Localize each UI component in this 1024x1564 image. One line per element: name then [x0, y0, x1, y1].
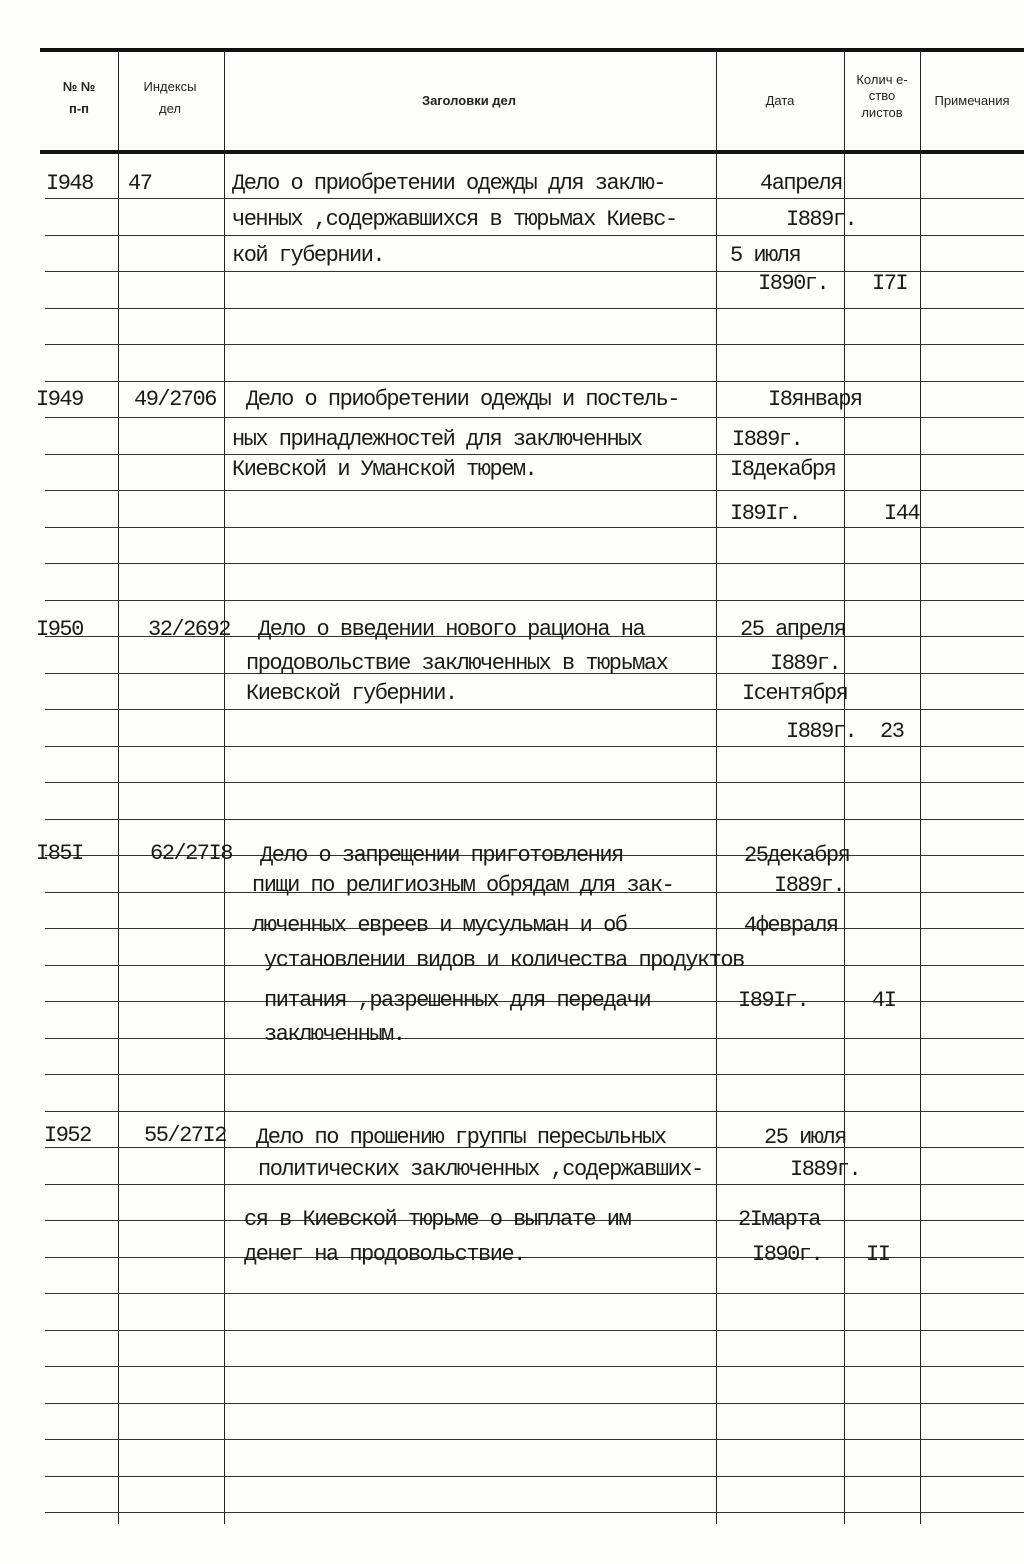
ruled-line	[45, 1403, 1024, 1404]
entry-title-line: установлении видов и количества продуктов	[264, 948, 744, 973]
ruled-line	[45, 1512, 1024, 1513]
entry-date-line: I889г.	[786, 207, 857, 232]
ruled-line	[45, 1038, 1024, 1039]
ruled-line	[45, 198, 1024, 199]
ruled-line	[45, 600, 1024, 601]
header-index-label: Индексы	[143, 79, 197, 94]
entry-sheet-count: 4I	[872, 988, 896, 1013]
entry-title-line: политических заключенных ,содержавших-	[258, 1157, 703, 1182]
entry-date-line: 25 июля	[764, 1125, 846, 1150]
entry-title-line: Дело о приобретении одежды и постель-	[246, 387, 679, 412]
header-date: Дата	[765, 93, 795, 108]
header-count-line: ство	[868, 88, 896, 104]
entry-number: I85I	[36, 841, 83, 866]
entry-title-line: продовольствие заключенных в тюрьмах	[246, 651, 668, 676]
header-title: Заголовки дел	[421, 93, 517, 108]
ruled-line	[45, 235, 1024, 236]
ruled-line	[45, 381, 1024, 382]
entry-date-line: I889г.	[790, 1157, 861, 1182]
entry-index: 49/2706	[134, 387, 216, 412]
entry-index: 47	[128, 171, 152, 196]
entry-title-line: денег на продовольствие.	[244, 1242, 525, 1267]
entry-title-line: ных принадлежностей для заключенных	[232, 427, 642, 452]
entry-sheet-count: II	[866, 1242, 890, 1267]
ruled-line	[45, 1330, 1024, 1331]
entry-date-line: I8января	[768, 387, 862, 412]
ruled-line	[45, 344, 1024, 345]
entry-date-line: I889г.	[732, 427, 803, 452]
entry-date-line: I89Iг.	[730, 501, 801, 526]
entry-date-line: 4апреля	[760, 171, 842, 196]
entry-number: I948	[46, 171, 93, 196]
entry-title-line: люченных евреев и мусульман и об	[252, 913, 627, 938]
header-count-line: Колич е-	[856, 72, 908, 87]
ruled-line	[45, 1184, 1024, 1185]
entry-date-line: 25 апреля	[740, 617, 846, 642]
entry-sheet-count: 23	[880, 719, 904, 744]
ruled-line	[45, 1366, 1024, 1367]
entry-number: I952	[44, 1123, 91, 1148]
entry-date-line: 4февраля	[744, 913, 838, 938]
ruled-line	[45, 417, 1024, 418]
entry-date-line: I889г.	[774, 873, 845, 898]
entry-title-line: кой губернии.	[232, 243, 385, 268]
entry-title-line: Дело о запрещении приготовления	[260, 843, 623, 868]
ruled-line	[45, 1074, 1024, 1075]
entry-title-line: Дело о приобретении одежды для заклю-	[232, 171, 665, 196]
ruled-line	[45, 1111, 1024, 1112]
header-number	[40, 76, 118, 120]
entry-index: 32/2692	[148, 617, 230, 642]
entry-title-line: Киевской губернии.	[246, 681, 457, 706]
entry-date-line: 25декабря	[744, 843, 850, 868]
entry-date-line: I89Iг.	[738, 988, 809, 1013]
header-top-border	[40, 48, 1024, 52]
ruled-line	[45, 1476, 1024, 1477]
header-bottom-border	[40, 150, 1024, 154]
ruled-line	[45, 308, 1024, 309]
header-sheet-count	[844, 72, 920, 121]
entry-sheet-count: I44	[884, 501, 920, 526]
entry-number: I949	[36, 387, 83, 412]
entry-title-line: Дело по прошению группы пересыльных	[256, 1125, 666, 1150]
entry-date-line: I889г.	[786, 719, 857, 744]
ruled-line	[45, 819, 1024, 820]
entry-index: 55/27I2	[144, 1123, 226, 1148]
entry-date-line: I890г.	[752, 1242, 823, 1267]
entry-title-line: пищи по религиозным обрядам для зак-	[252, 873, 674, 898]
entry-date-line: I889г.	[770, 651, 841, 676]
ruled-line	[45, 454, 1024, 455]
entry-title-line: Дело о введении нового рациона на	[258, 617, 645, 642]
ruled-line	[45, 563, 1024, 564]
header-index-sub: дел	[159, 101, 181, 117]
entry-title-line: питания ,разрешенных для передачи	[264, 988, 651, 1013]
entry-title-line: ченных ,содержавшихся в тюрьмах Киевс-	[232, 207, 677, 232]
ruled-line	[45, 709, 1024, 710]
header-notes: Примечания	[934, 93, 1010, 108]
ruled-line	[45, 782, 1024, 783]
entry-date-line: I890г.	[758, 271, 829, 296]
entry-date-line: I8декабря	[730, 457, 836, 482]
header-number-label: № №	[62, 79, 96, 94]
entry-date-line: Iсентября	[742, 681, 848, 706]
entry-title-line: заключенным.	[264, 1022, 405, 1047]
entry-sheet-count: I7I	[872, 271, 908, 296]
ruled-line	[45, 1439, 1024, 1440]
entry-date-line: 2Iмарта	[738, 1207, 820, 1232]
entry-title-line: Киевской и Уманской тюрем.	[232, 457, 537, 482]
ruled-line	[45, 527, 1024, 528]
entry-date-line: 5 июля	[730, 243, 801, 268]
ruled-line	[45, 746, 1024, 747]
entry-title-line: ся в Киевской тюрьме о выплате им	[244, 1207, 631, 1232]
ruled-line	[45, 490, 1024, 491]
entry-number: I950	[36, 617, 83, 642]
ruled-line	[45, 1293, 1024, 1294]
header-index	[118, 76, 222, 120]
entry-index: 62/27I8	[150, 841, 232, 866]
header-number-sub: п-п	[68, 101, 90, 117]
header-count-line: листов	[861, 104, 903, 120]
